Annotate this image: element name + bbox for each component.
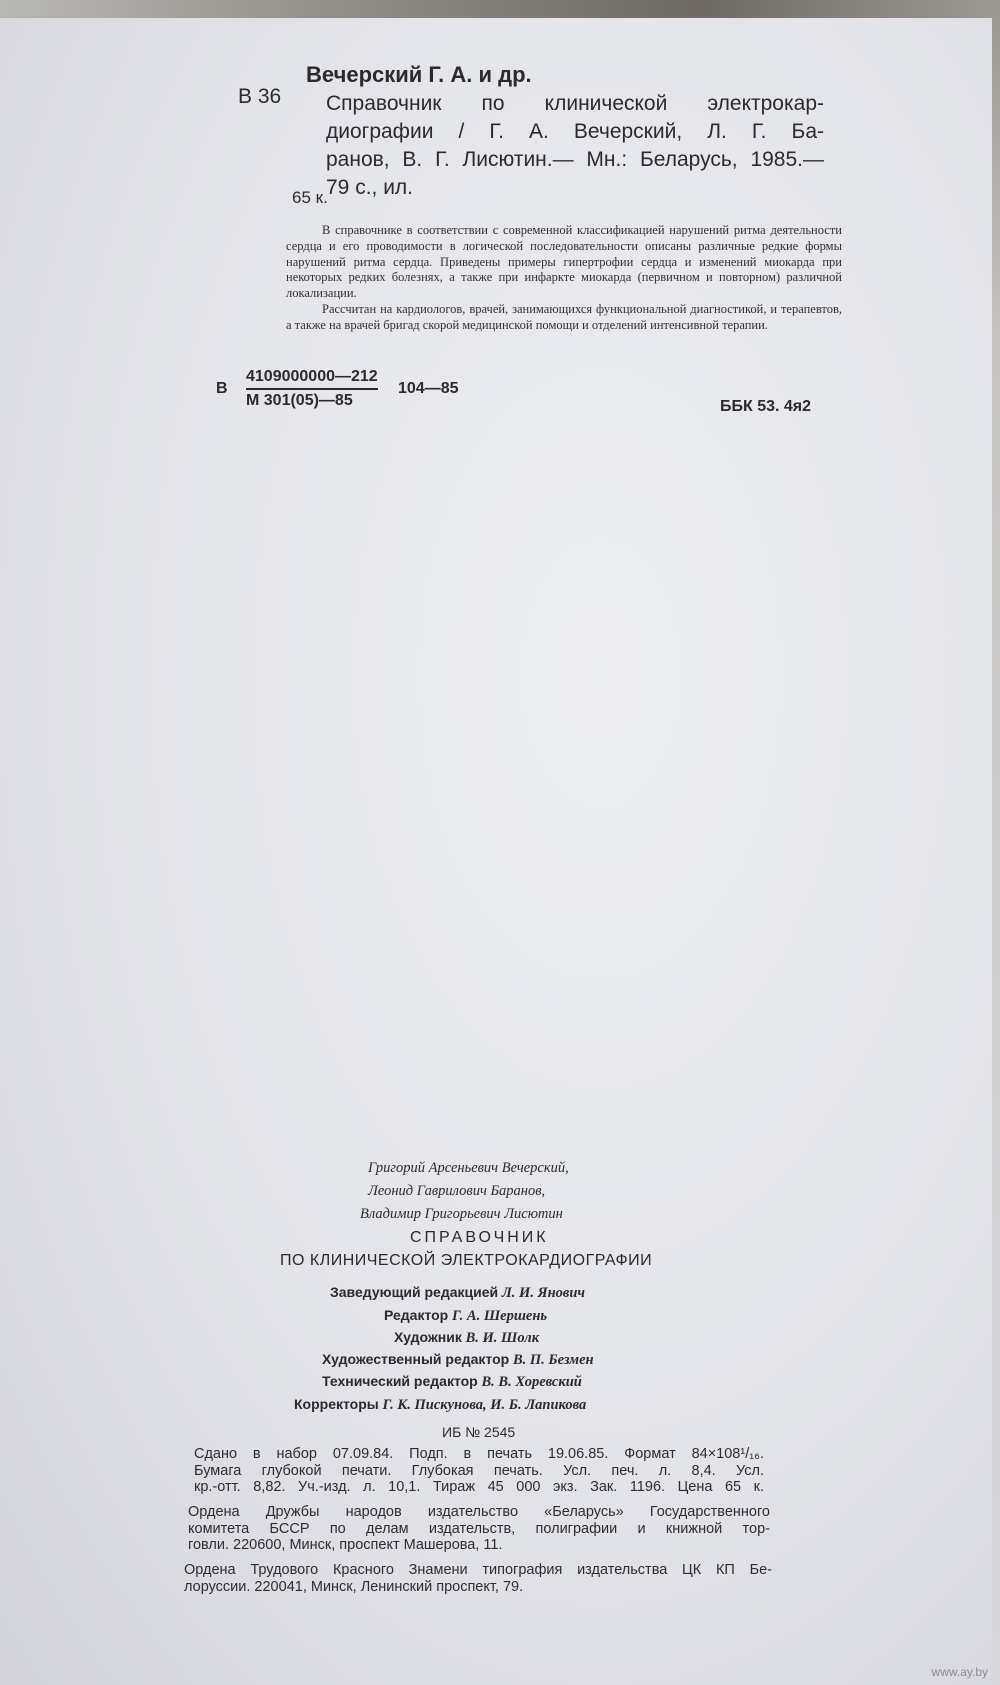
staff-line: Редактор Г. А. Шершень (384, 1307, 548, 1324)
printer-line: лоруссии. 220041, Минск, Ленинский проспект, 79. (184, 1578, 524, 1595)
page-right-edge (992, 0, 1000, 1685)
printer-line: Ордена Трудового Красного Знамени типография издательства ЦК КП Бе- (184, 1562, 772, 1578)
publisher-line: комитета БССР по делам издательств, полиграфии и книжной тор- (188, 1520, 770, 1537)
author-heading: Вечерский Г. А. и др. (306, 62, 532, 87)
annotation (286, 223, 842, 334)
bibliographic-description (326, 90, 824, 202)
staff-line: Художественный редактор В. П. Безмен (322, 1351, 594, 1368)
annotation-paragraph: Рассчитан на кардиологов, врачей, занимающихся функциональной диагностикой, и терапевтов, а также на врачей бригад скорой медицинской помощи и отделений интенсивной терапии. (286, 301, 842, 332)
staff-line: Корректоры Г. К. Пискунова, И. Б. Лапикова (294, 1396, 587, 1413)
classification-letter: В (216, 380, 228, 397)
page-top-edge (0, 0, 1000, 18)
print-line: Сдано в набор 07.09.84. Подп. в печать 19.06.85. Формат 84×108¹/₁₆. (194, 1446, 764, 1462)
staff-line: Заведующий редакцией Л. И. Янович (330, 1284, 586, 1301)
print-line: Бумага глубокой печати. Глубокая печать. Усл. печ. л. 8,4. Усл. (194, 1462, 764, 1479)
print-line: кр.-отт. 8,82. Уч.-изд. л. 10,1. Тираж 45 000 экз. Зак. 1196. Цена 65 к. (194, 1479, 764, 1496)
price: 65 к. (292, 188, 328, 207)
publisher-line: Ордена Дружбы народов издательство «Беларусь» Государственного (188, 1504, 770, 1520)
staff-line: Технический редактор В. В. Хоревский (322, 1373, 582, 1390)
book-title-line-2: ПО КЛИНИЧЕСКОЙ ЭЛЕКТРОКАРДИОГРАФИИ (280, 1252, 653, 1269)
printer-details (184, 1562, 772, 1595)
catalog-code: В 36 (238, 85, 282, 108)
author-name: Владимир Григорьевич Лисютин (360, 1206, 563, 1222)
ib-number: ИБ № 2545 (442, 1424, 516, 1440)
book-title-line-1: СПРАВОЧНИК (410, 1229, 549, 1246)
author-name: Леонид Гаврилович Баранов, (368, 1183, 546, 1199)
biblio-line: 79 с., ил. (326, 176, 414, 199)
publisher-line: говли. 220600, Минск, проспект Машерова, 11. (188, 1537, 503, 1554)
bbk-index: ББК 53. 4я2 (720, 398, 812, 415)
site-watermark: www.ay.by (931, 1665, 988, 1679)
biblio-line: Справочник по клинической электрокар- (326, 92, 824, 115)
classification-suffix: 104—85 (398, 380, 459, 397)
annotation-paragraph: В справочнике в соответствии с современной классификацией нарушений ритма деятельности сердца и его проводимости в логической последовательности описаны различные редкие формы нарушений ритма сердца. Приведены примеры гипертрофии сердца и изменений миокарда при некоторых редких болезнях, а также при инфаркте миокарда (первичном и повторном) различной локализации. (286, 223, 842, 301)
publisher-details (188, 1504, 770, 1554)
author-name: Григорий Арсеньевич Вечерский, (368, 1160, 569, 1176)
classification-denominator: М 301(05)—85 (246, 392, 353, 409)
classification-numerator: 4109000000—212 (246, 368, 378, 390)
staff-line: Художник В. И. Шолк (394, 1329, 540, 1346)
print-details (194, 1446, 764, 1496)
biblio-line: ранов, В. Г. Лисютин.— Мн.: Беларусь, 1985.— (326, 148, 824, 171)
biblio-line: диографии / Г. А. Вечерский, Л. Г. Ба- (326, 120, 824, 143)
